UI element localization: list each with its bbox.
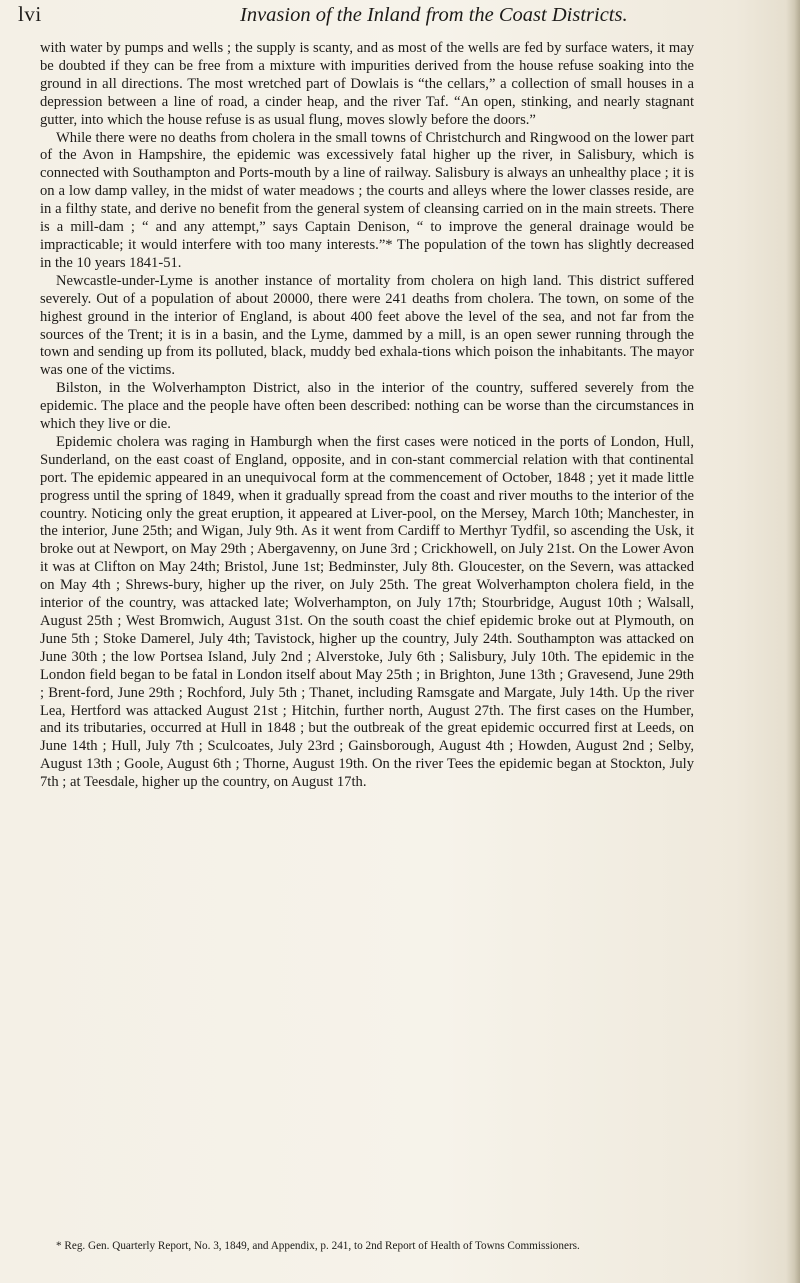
page-number: lvi [18,2,42,26]
paragraph-bilston: Bilston, in the Wolverhampton District, also in the interior of the country, suffered severely from the epidemic. The place and the people have often been described: nothing can be worse than the circumstances in which they live or die. [40,380,694,433]
footnote: * Reg. Gen. Quarterly Report, No. 3, 1849, and Appendix, p. 241, to 2nd Report of Health of Towns Commissioners. [56,1240,580,1252]
paragraph-newcastle: Newcastle-under-Lyme is another instance of mortality from cholera on high land. This district suffered severely. Out of a population of about 20000, there were 241 deaths from cholera. The town, on some of the highest ground in the interior of England, is about 400 feet above the level of the sea, and not far from the sources of the Trent; it is in a basin, and the Lyme, dammed by a mill, is an open sewer running through the town and sending up from its polluted, black, muddy bed exhala-tions which poison the inhabitants. The mayor was one of the victims. [40,272,694,379]
page-edge-shadow [786,0,800,1283]
body-text [40,40,694,792]
paragraph-salisbury: While there were no deaths from cholera in the small towns of Christchurch and Ringwood on the lower part of the Avon in Hampshire, the epidemic was excessively fatal higher up the river, in Salisbury, which is connected with Southampton and Ports-mouth by a line of railway. Salisbury is always an unhealthy place ; it is on a low damp valley, in the midst of water meadows ; the courts and alleys where the lower classes reside, are in a filthy state, and derive no benefit from the general system of cleansing carried on in the main streets. There is a mill-dam ; “ and any attempt,” says Captain Denison, “ to improve the general drainage would be impracticable; it would interfere with too many interests.”* The population of the town has slightly decreased in the 10 years 1841-51. [40,129,694,271]
page-header [18,0,718,34]
paragraph-epidemic-spread: Epidemic cholera was raging in Hamburgh when the first cases were noticed in the ports of London, Hull, Sunderland, on the east coast of England, opposite, and in con-stant commercial relation with that continental port. The epidemic appeared in an unequivocal form at the commencement of October, 1848 ; yet it made little progress until the spring of 1849, when it gradually spread from the coast and river mouths to the interior of the country. Noticing only the great eruption, it appeared at Liver-pool, on the Mersey, March 10th; Manchester, in the interior, June 25th; and Wigan, July 9th. As it went from Cardiff to Merthyr Tydfil, so ascending the Usk, it broke out at Newport, on May 29th ; Abergavenny, on June 3rd ; Crickhowell, on July 21st. On the Lower Avon it was at Clifton on May 24th; Bristol, June 1st; Bedminster, July 8th. Gloucester, on the Severn, was attacked on May 4th ; Shrews-bury, higher up the river, on July 25th. The great Wolverhampton cholera field, in the interior of the country, was attacked late; Wolverhampton, on July 17th; Stourbridge, August 10th ; Walsall, August 25th ; West Bromwich, August 31st. On the south coast the chief epidemic broke out at Plymouth, on June 5th ; Stoke Damerel, July 4th; Tavistock, higher up the country, July 24th. Southampton was attacked on June 30th ; the low Portsea Island, July 2nd ; Alverstoke, July 6th ; Salisbury, July 10th. The epidemic in the London field began to be fatal in London itself about May 25th ; in Brighton, June 13th ; Gravesend, June 29th ; Brent-ford, June 29th ; Rochford, July 5th ; Thanet, including Ramsgate and Margate, July 14th. Up the river Lea, Hertford was attacked August 21st ; Hitchin, further north, August 27th. The first cases on the Humber, and its tributaries, occurred at Hull in 1848 ; but the outbreak of the great epidemic occurred first at Leeds, on June 14th ; Hull, July 7th ; Sculcoates, July 23rd ; Gainsborough, August 4th ; Howden, August 2nd ; Selby, August 13th ; Goole, August 6th ; Thorne, August 19th. On the river Tees the epidemic began at Stockton, July 7th ; at Teesdale, higher up the country, on August 17th. [40,433,694,791]
running-title: Invasion of the Inland from the Coast Districts. [240,4,628,26]
paragraph-dowlais: with water by pumps and wells ; the supply is scanty, and as most of the wells are fed by surface waters, it may be doubted if they can be free from a mixture with impurities derived from the house refuse soaking into the ground in all directions. The most wretched part of Dowlais is “the cellars,” a collection of small houses in a depression between a line of road, a cinder heap, and the river Taf. “An open, stinking, and nearly stagnant gutter, into which the house refuse is as usual flung, moves slowly before the doors.” [40,40,694,128]
